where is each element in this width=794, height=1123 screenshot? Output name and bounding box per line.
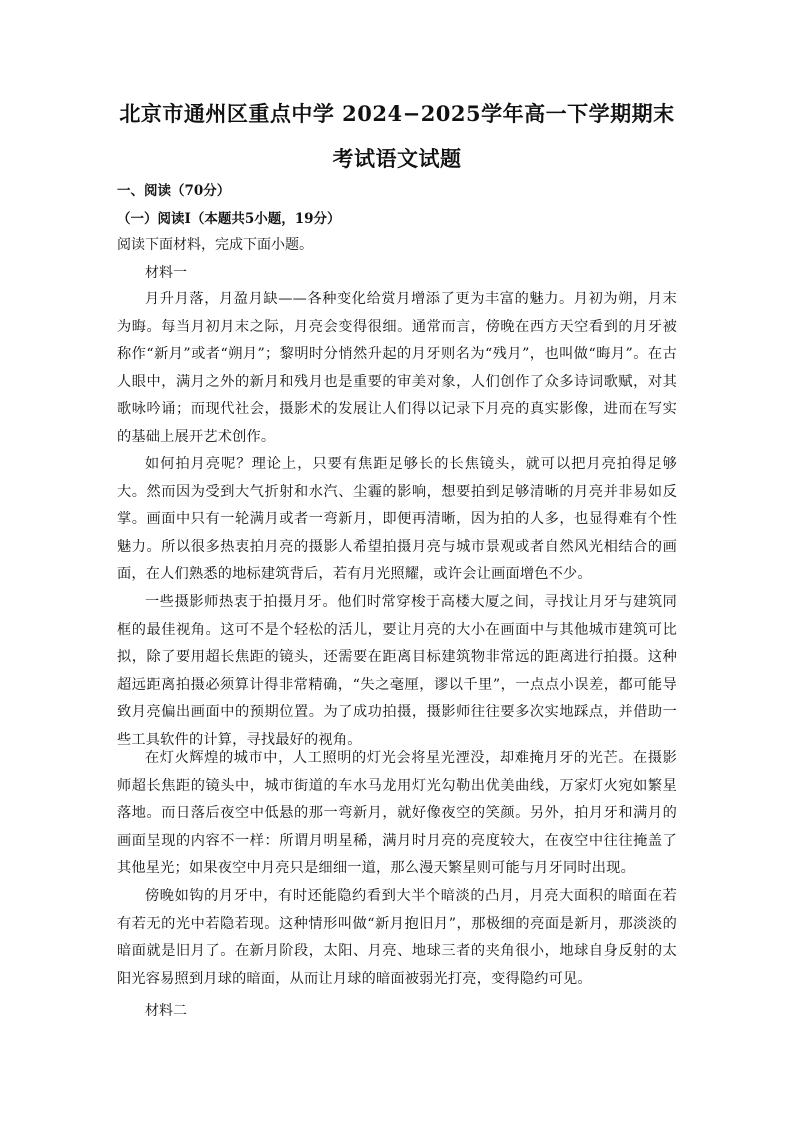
material-2-label: 材料二 (145, 1003, 187, 1019)
paragraph: 在灯火辉煌的城市中，人工照明的灯光会将星光湮没，却难掩月牙的光芒。在摄影师超长焦距的镜头中，城市街道的车水马龙用灯光勾勒出优美曲线，万家灯火宛如繁星落地。而日落后夜空中低悬的那一弯新月，就好像夜空的笑颜。另外，拍月牙和满月的画面呈现的内容不一样：所谓月明星稀，满月时月亮的亮度较大，在夜空中往往掩盖了其他星光；如果夜空中月亮只是细细一道，那么漫天繁星则可能与月牙同时出现。 (117, 750, 677, 877)
document-title-line-2: 考试语文试题 (332, 146, 462, 171)
section-heading: 一、阅读（70分） (117, 183, 231, 199)
document-title-line-1: 北京市通州区重点中学 2024−2025学年高一下学期期末 (119, 101, 675, 126)
subsection-heading: （一）阅读Ⅰ（本题共5小题，19分） (117, 211, 341, 227)
paragraph: 一些摄影师热衷于拍摄月牙。他们时常穿梭于高楼大厦之间，寻找让月牙与建筑同框的最佳视角。这可不是个轻松的活儿，要让月亮的大小在画面中与其他城市建筑可比拟，除了要用超长焦距的镜头，还需要在距离目标建筑物非常远的距离进行拍摄。这种超远距离拍摄必须算计得非常精确，“失之毫厘，谬以千里”，一点点小误差，都可能导致月亮偏出画面中的预期位置。为了成功拍摄，摄影师往往要多次实地踩点，并借助一些工具软件的计算，寻找最好的视角。 (117, 594, 677, 748)
material-1-label: 材料一 (145, 265, 187, 281)
paragraph: 如何拍月亮呢？理论上，只要有焦距足够长的长焦镜头，就可以把月亮拍得足够大。然而因为受到大气折射和水汽、尘霾的影响，想要拍到足够清晰的月亮并非易如反掌。画面中只有一轮满月或者一弯新月，即便再清晰，因为拍的人多，也显得难有个性魅力。所以很多热衷拍月亮的摄影人希望拍摄月亮与城市景观或者自然风光相结合的画面，在人们熟悉的地标建筑背后，若有月光照耀，或许会让画面增色不少。 (117, 456, 677, 583)
paragraph: 月升月落，月盈月缺——各种变化给赏月增添了更为丰富的魅力。月初为朔，月末为晦。每当月初月末之际，月亮会变得很细。通常而言，傍晚在西方天空看到的月牙被称作“新月”或者“朔月”；黎明时分悄然升起的月牙则名为“残月”，也叫做“晦月”。在古人眼中，满月之外的新月和残月也是重要的审美对象，人们创作了众多诗词歌赋，对其歌咏吟诵；而现代社会，摄影术的发展让人们得以记录下月亮的真实影像，进而在写实的基础上展开艺术创作。 (117, 291, 677, 445)
paragraph: 傍晚如钩的月牙中，有时还能隐约看到大半个暗淡的凸月，月亮大面积的暗面在若有若无的光中若隐若现。这种情形叫做“新月抱旧月”，那极细的亮面是新月，那淡淡的暗面就是旧月了。在新月阶段，太阳、月亮、地球三者的夹角很小，地球自身反射的太阳光容易照到月球的暗面，从而让月球的暗面被弱光打亮，变得隐约可见。 (117, 888, 677, 987)
reading-instruction: 阅读下面材料，完成下面小题。 (117, 237, 313, 253)
